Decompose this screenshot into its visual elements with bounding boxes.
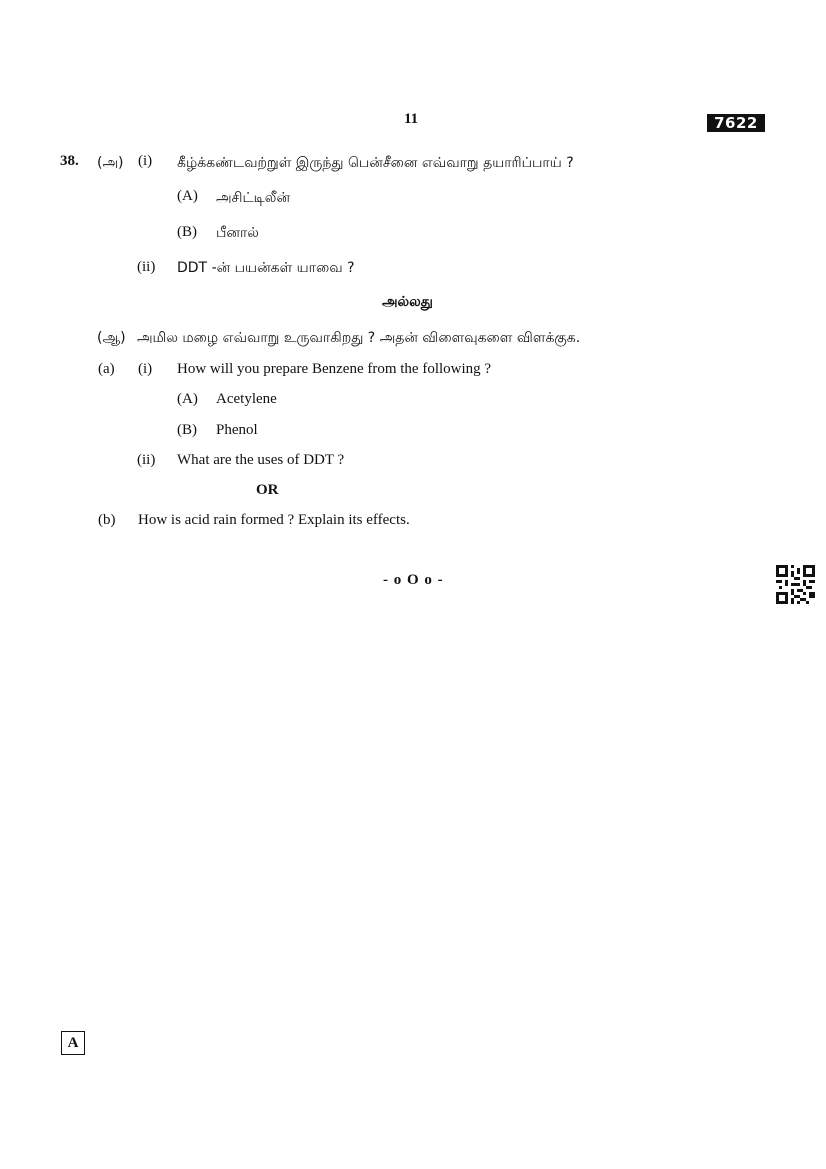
- tamil-part-b-marker: (ஆ): [97, 330, 126, 346]
- english-or-label: OR: [256, 482, 279, 498]
- tamil-sub-ii-marker: (ii): [137, 259, 156, 275]
- tamil-or-label: அல்லது: [382, 294, 433, 310]
- tamil-part-b-text: அமில மழை எவ்வாறு உருவாகிறது ? அதன் விளைவுகளை விளக்குக.: [137, 330, 581, 346]
- english-sub-ii-text: What are the uses of DDT ?: [177, 452, 345, 468]
- qr-code-icon: [776, 565, 815, 604]
- english-option-a-text: Acetylene: [216, 391, 277, 407]
- tamil-option-b-text: பீனால்: [216, 225, 259, 241]
- english-option-b-text: Phenol: [216, 422, 258, 438]
- tamil-option-a-marker: (A): [177, 188, 198, 204]
- english-part-b-text: How is acid rain formed ? Explain its effects.: [138, 512, 410, 528]
- tamil-sub-i-marker: (i): [138, 153, 153, 169]
- set-label-box: A: [61, 1031, 85, 1055]
- english-part-a-marker: (a): [98, 361, 115, 377]
- english-option-a-marker: (A): [177, 391, 198, 407]
- english-option-b-marker: (B): [177, 422, 197, 438]
- english-sub-i-text: How will you prepare Benzene from the following ?: [177, 361, 492, 377]
- english-part-b-marker: (b): [98, 512, 116, 528]
- question-number: 38.: [60, 153, 79, 169]
- end-mark: - o O o -: [383, 572, 444, 588]
- english-sub-ii-marker: (ii): [137, 452, 156, 468]
- tamil-sub-i-text: கீழ்க்கண்டவற்றுள் இருந்து பென்சீனை எவ்வாறு தயாரிப்பாய் ?: [177, 155, 574, 171]
- english-sub-i-marker: (i): [138, 361, 153, 377]
- tamil-sub-ii-text: DDT -ன் பயன்கள் யாவை ?: [177, 260, 355, 276]
- paper-code-badge: 7622: [707, 114, 765, 132]
- page-number: 11: [404, 111, 419, 127]
- tamil-part-a-marker: (அ): [97, 155, 124, 171]
- tamil-option-a-text: அசிட்டிலீன்: [216, 190, 291, 206]
- tamil-option-b-marker: (B): [177, 224, 197, 240]
